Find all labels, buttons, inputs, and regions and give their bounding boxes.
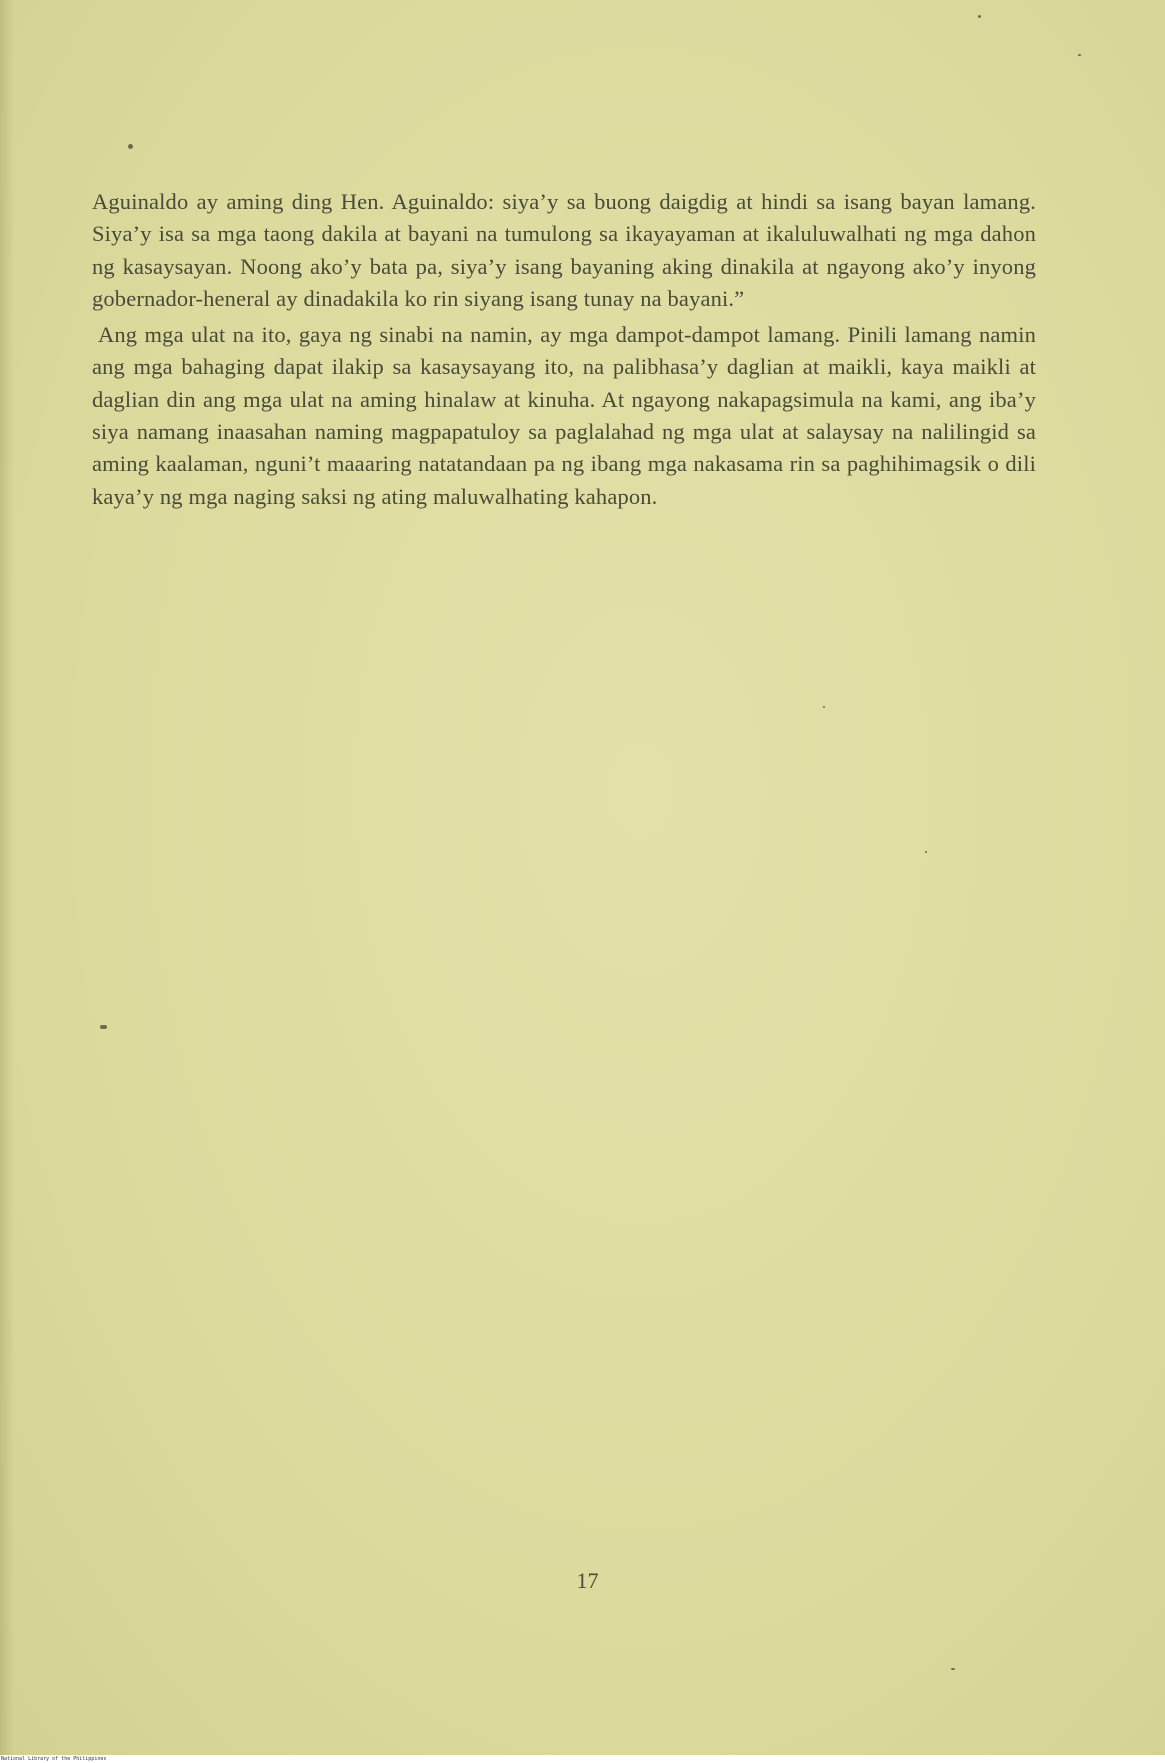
- body-text: [92, 186, 1036, 513]
- ink-speck: [128, 144, 133, 149]
- ink-speck: [1078, 54, 1081, 56]
- ink-speck: [100, 1025, 107, 1029]
- ink-speck: [978, 15, 981, 18]
- library-credit: National Library of the Philippines: [1, 1756, 107, 1762]
- paragraph-1: Aguinaldo ay aming ding Hen. Aguinaldo: siya’y sa buong daigdig at hindi sa isang bayan lamang. Siya’y isa sa mga taong dakila at bayani na tumulong sa ikayayaman at ikaluluwalhati ng mga dahon ng kasaysayan. Noong ako’y bata pa, siya’y isang bayaning aking dinakila at ngayong ako’y inyong gobernador-heneral ay dinadakila ko rin siyang isang tunay na bayani.”: [92, 189, 1036, 311]
- ink-speck: [925, 851, 927, 853]
- ink-speck: [823, 706, 825, 708]
- ink-speck: [951, 1668, 955, 1670]
- page-number: 17: [576, 1568, 599, 1593]
- footer-strip: [0, 1755, 1165, 1763]
- paragraph-2: Ang mga ulat na ito, gaya ng sinabi na namin, ay mga dampot-dampot lamang. Pinili lamang namin ang mga bahaging dapat ilakip sa kasaysayang ito, na palibhasa’y daglian at maikli, kaya maikli at daglian din ang mga ulat na aming hinalaw at kinuha. At ngayong nakapagsimula na kami, ang iba’y siya namang inaasahan naming magpapatuloy sa paglalahad ng mga ulat at salaysay na nalilingid sa aming kaalaman, nguni’t maaaring natatandaan pa ng ibang mga nakasama rin sa paghihimagsik o dili kaya’y ng mga naging saksi ng ating maluwalhating kahapon.: [92, 322, 1036, 509]
